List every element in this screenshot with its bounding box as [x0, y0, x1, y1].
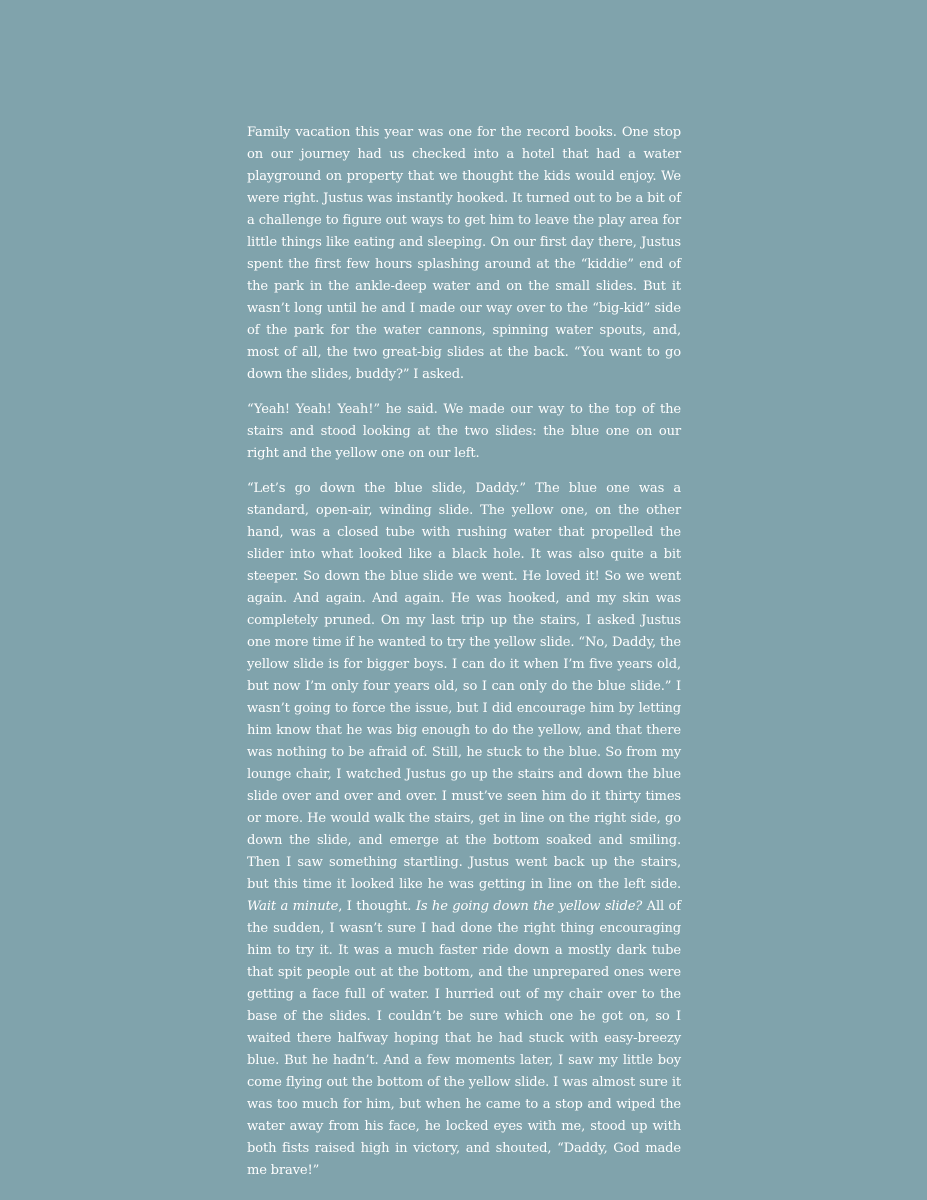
paragraph-3-text-part-2: , I thought. — [338, 899, 416, 914]
story-paragraph-2: “Yeah! Yeah! Yeah!” he said. We made our way to the top of the stairs and stood looking at the two slides: the blue one on our right and the yellow one on our left. — [247, 402, 681, 461]
italic-thought-yellow-slide: Is he going down the yellow slide? — [415, 899, 643, 914]
story-paragraph-1: Family vacation this year was one for the record books. One stop on our journey had us checked into a hotel that had a water playground on property that we thought the kids would enjoy. We were right. Justus was instantly hooked. It turned out to be a bit of a challenge to figure out ways to get him to leave the play area for little things like eating and sleeping. On our first day there, Justus spent the first few hours splashing around at the “kiddie” end of the park in the ankle-deep water and on the small slides. But it wasn’t long until he and I made our way over to the “big-kid” side of the park for the water cannons, spinning water spouts, and, most of all, the two great-big slides at the back. “You want to go down the slides, buddy?” I asked. — [247, 125, 681, 382]
story-text-block — [247, 122, 681, 1182]
paragraph-3-text-part-1: “Let’s go down the blue slide, Daddy.” The blue one was a standard, open-air, winding slide. The yellow one, on the other hand, was a closed tube with rushing water that propelled the slider into what looked like a black hole. It was also quite a bit steeper. So down the blue slide we went. He loved it! So we went again. And again. And again. He was hooked, and my skin was completely pruned. On my last trip up the stairs, I asked Justus one more time if he wanted to try the yellow slide. “No, Daddy, the yellow slide is for bigger boys. I can do it when I’m five years old, but now I’m only four years old, so I can only do the blue slide.” I wasn’t going to force the issue, but I did encourage him by letting him know that he was big enough to do the yellow, and that there was nothing to be afraid of. Still, he stuck to the blue. So from my lounge chair, I watched Justus go up the stairs and down the blue slide over and over and over. I must’ve seen him do it thirty times or more. He would walk the stairs, get in line on the right side, go down the slide, and emerge at the bottom soaked and smiling. Then I saw something startling. Justus went back up the stairs, but this time it looked like he was getting in line on the left side. — [247, 481, 681, 892]
story-paragraph-3 — [247, 478, 681, 1182]
paragraph-3-text-part-3: All of the sudden, I wasn’t sure I had done the right thing encouraging him to try it. It was a much faster ride down a mostly dark tube that spit people out at the bottom, and the unprepared ones were getting a face full of water. I hurried out of my chair over to the base of the slides. I couldn’t be sure which one he got on, so I waited there halfway hoping that he had stuck with easy-breezy blue. But he hadn’t. And a few moments later, I saw my little boy come flying out the bottom of the yellow slide. I was almost sure it was too much for him, but when he came to a stop and wiped the water away from his face, he locked eyes with me, stood up with both fists raised high in victory, and shouted, “Daddy, God made me brave!” — [247, 899, 681, 1178]
italic-thought-wait-a-minute: Wait a minute — [247, 899, 339, 914]
